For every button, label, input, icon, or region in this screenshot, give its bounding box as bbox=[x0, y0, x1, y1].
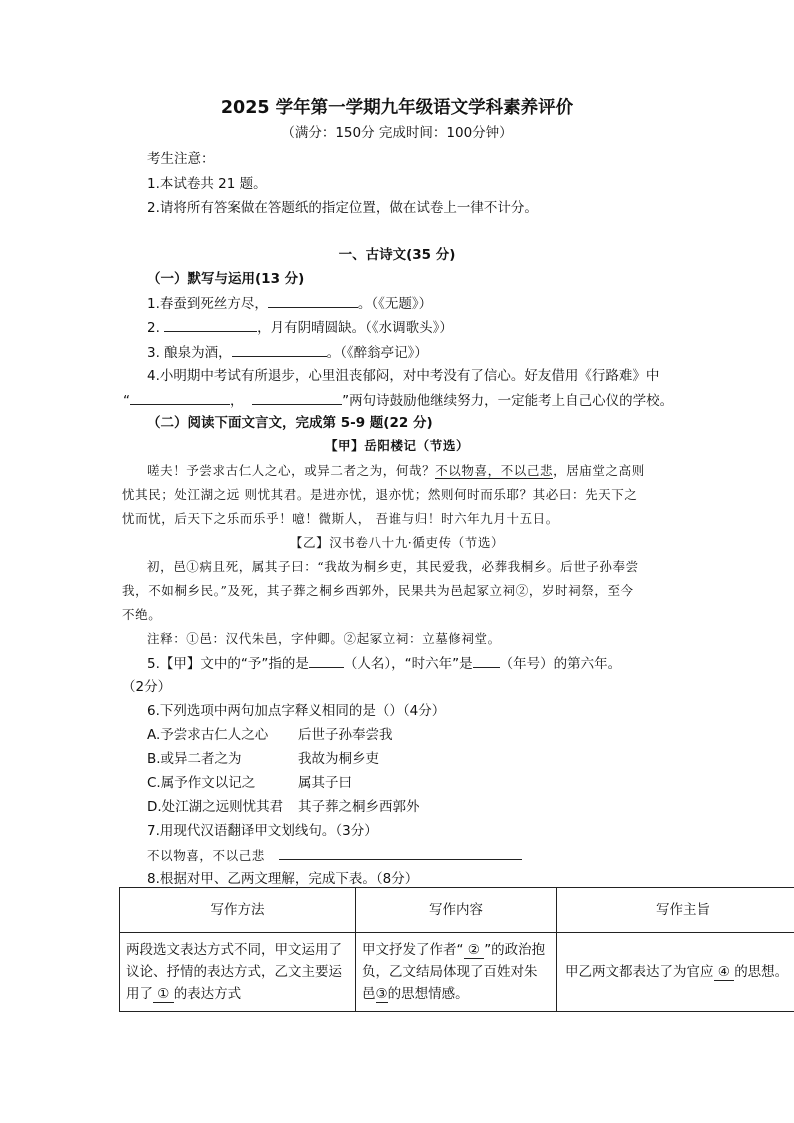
question-4-line-1: 4.小明期中考试有所退步，心里沮丧郁闷，对中考没有了信心。好友借用《行路难》中 bbox=[147, 368, 660, 384]
passage-jia-line-3: 忧而忧，后天下之乐而乐乎！噫！微斯人， 吾谁与归！时六年九月十五日。 bbox=[122, 511, 559, 526]
question-5-text-c: （年号）的第六年。 bbox=[499, 656, 622, 672]
cell-text: ”的政治抱负，乙文结局体现了百姓对朱邑 bbox=[362, 942, 546, 1002]
cell-text: 的思想情感。 bbox=[387, 986, 469, 1002]
notes-item-1: 1.本试卷共 21 题。 bbox=[147, 176, 267, 192]
answer-table bbox=[119, 887, 794, 1012]
passage-yi-title: 【乙】汉书卷八十九·循吏传（节选） bbox=[289, 535, 505, 550]
question-2 bbox=[147, 317, 453, 338]
question-4-rest: ”两句诗鼓励他继续努力，一定能考上自己心仪的学校。 bbox=[342, 393, 674, 409]
question-7-sentence: 不以物喜，不以己悲 bbox=[147, 848, 265, 863]
answer-blank-1: ① bbox=[153, 986, 174, 1002]
answer-blank bbox=[268, 293, 358, 308]
question-3-text-a: 3. 酿泉为酒， bbox=[147, 345, 232, 361]
part1-title: （一）默写与运用(13 分) bbox=[147, 271, 305, 287]
table-header-cell: 写作方法 bbox=[120, 888, 356, 933]
notes-heading: 考生注意： bbox=[147, 151, 215, 167]
option-d-right: 其子葬之桐乡西郭外 bbox=[298, 799, 420, 815]
table-header-cell: 写作内容 bbox=[356, 888, 557, 933]
underlined-sentence: 不以物喜，不以己悲 bbox=[435, 463, 554, 478]
option-b-right: 我故为桐乡吏 bbox=[298, 751, 379, 767]
table-cell-method bbox=[120, 933, 356, 1012]
answer-blank bbox=[473, 653, 500, 668]
question-3 bbox=[147, 342, 428, 363]
passage-yi-line-2: 我，不如桐乡民。”及死，其子葬之桐乡西郭外，民果共为邑起冢立祠②，岁时祠祭，至今 bbox=[122, 583, 634, 598]
question-7: 7.用现代汉语翻译甲文划线句。（3分） bbox=[147, 823, 378, 839]
passage-text: ，居庙堂之高则 bbox=[553, 463, 645, 478]
question-2-text-b: ，月有阴晴圆缺。（《水调歌头》） bbox=[257, 320, 453, 336]
question-6: 6.下列选项中两句加点字释义相同的是（）（4分） bbox=[147, 703, 446, 719]
exam-subtitle: （满分：150分 完成时间：100分钟） bbox=[281, 125, 513, 141]
table-row bbox=[120, 933, 794, 1012]
cell-text: 甲乙两文都表达了为官应 bbox=[565, 964, 714, 980]
table-header-row bbox=[120, 888, 794, 933]
option-d-left: D.处江湖之远则忧其君 bbox=[147, 799, 284, 815]
cell-text: 的思想。 bbox=[734, 964, 789, 980]
question-3-text-b: 。（《醉翁亭记》） bbox=[326, 345, 428, 361]
exam-title: 2025 学年第一学期九年级语文学科素养评价 bbox=[220, 98, 574, 118]
passage-jia-title: 【甲】岳阳楼记（节选） bbox=[324, 438, 470, 453]
quote-comma: ， bbox=[230, 393, 244, 409]
option-c-right: 属其子曰 bbox=[298, 775, 352, 791]
quote-open: “ bbox=[123, 393, 130, 409]
question-8: 8.根据对甲、乙两文理解，完成下表。（8分） bbox=[147, 871, 419, 887]
answer-blank-4: ④ bbox=[713, 964, 735, 980]
cell-text: 甲文抒发了作者“ bbox=[362, 942, 464, 958]
cell-text: 两段选文表达方式不同，甲文运用了议论、抒情的表达方式，乙文主要运用了 bbox=[126, 942, 342, 1002]
part2-title: （二）阅读下面文言文，完成第 5-9 题(22 分) bbox=[147, 415, 433, 431]
question-1 bbox=[147, 293, 432, 314]
passage-jia-line-1 bbox=[147, 461, 645, 481]
answer-blank bbox=[252, 390, 342, 405]
passage-yi-line-3: 不绝。 bbox=[122, 607, 162, 622]
notes-item-2: 2.请将所有答案做在答题纸的指定位置，做在试卷上一律不计分。 bbox=[147, 200, 538, 216]
question-1-text-a: 1.春蚕到死丝方尽， bbox=[147, 296, 268, 312]
answer-blank bbox=[130, 390, 230, 405]
answer-blank-3: ③ bbox=[375, 986, 388, 1002]
cell-text: 的表达方式 bbox=[173, 986, 242, 1002]
passage-yi-note: 注释：①邑：汉代朱邑，字仲卿。②起冢立祠：立墓修祠堂。 bbox=[147, 631, 501, 646]
question-5-text-b: （人名），“时六年”是 bbox=[343, 656, 473, 672]
passage-jia-line-2: 忧其民；处江湖之远 则忧其君。是进亦忧，退亦忧；然则何时而乐耶？其必曰：先天下之 bbox=[122, 487, 638, 502]
option-a-left: A.予尝求古仁人之心 bbox=[147, 727, 269, 743]
table-header-cell: 写作主旨 bbox=[557, 888, 794, 933]
section-title: 一、古诗文(35 分) bbox=[338, 247, 456, 263]
question-5-score: （2分） bbox=[122, 679, 172, 695]
question-5 bbox=[147, 653, 621, 674]
answer-blank bbox=[279, 845, 522, 860]
option-b-left: B.或异二者之为 bbox=[147, 751, 242, 767]
option-c-left: C.属予作文以记之 bbox=[147, 775, 256, 791]
passage-text: 嗟夫！予尝求古仁人之心，或异二者之为，何哉？ bbox=[147, 463, 436, 478]
question-1-text-b: 。（《无题》） bbox=[357, 296, 433, 312]
answer-blank bbox=[232, 342, 327, 357]
question-7-sentence-line bbox=[147, 845, 522, 866]
question-5-text-a: 5.【甲】文中的“予”指的是 bbox=[147, 656, 309, 672]
table-cell-content bbox=[356, 933, 557, 1012]
passage-yi-line-1: 初，邑①病且死，属其子曰：“我故为桐乡吏，其民爱我，必葬我桐乡。后世子孙奉尝 bbox=[147, 559, 639, 574]
option-a-right: 后世子孙奉尝我 bbox=[298, 727, 393, 743]
table-cell-theme bbox=[557, 933, 794, 1012]
answer-blank bbox=[309, 653, 344, 668]
answer-blank bbox=[164, 317, 257, 332]
question-2-text-a: 2. bbox=[147, 320, 165, 336]
answer-blank-2: ② bbox=[463, 942, 485, 958]
question-4-line-2 bbox=[123, 390, 673, 411]
